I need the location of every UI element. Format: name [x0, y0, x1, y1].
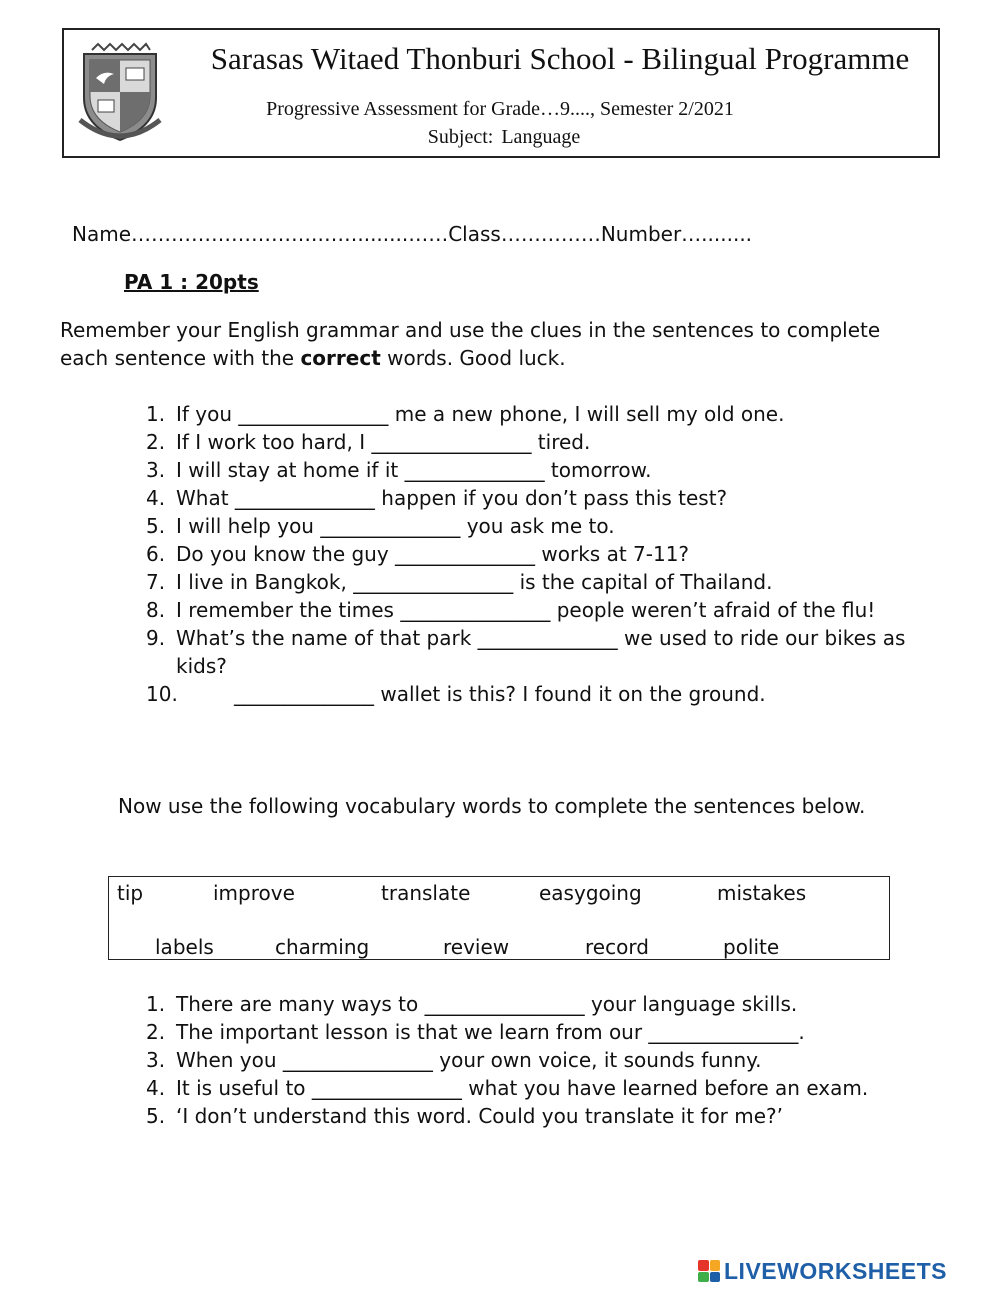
list-item — [146, 624, 926, 680]
list-item — [146, 990, 906, 1018]
vocab-instructions: Now use the following vocabulary words to complete the sentences below. — [118, 794, 866, 818]
item-number: 7. — [146, 570, 166, 594]
item-number: 2. — [146, 1020, 166, 1044]
list-item — [146, 540, 926, 568]
item-text: I remember the times _______________ people weren’t afraid of the flu! — [176, 598, 876, 622]
instructions — [60, 316, 920, 372]
item-number: 10. — [146, 682, 178, 706]
instructions-emphasis: correct — [300, 346, 381, 370]
item-text: What ______________ happen if you don’t pass this test? — [176, 486, 728, 510]
item-text: It is useful to _______________ what you have learned before an exam. — [176, 1076, 869, 1100]
school-crest-icon — [76, 40, 164, 144]
list-item — [146, 484, 926, 512]
list-item — [146, 428, 926, 456]
list-item — [146, 680, 926, 708]
list-item — [146, 512, 926, 540]
item-number: 5. — [146, 1104, 166, 1128]
word-bank-item: record — [585, 935, 649, 959]
list-item — [146, 568, 926, 596]
list-item — [146, 596, 926, 624]
word-bank-item: easygoing — [539, 881, 642, 905]
item-number: 3. — [146, 1048, 166, 1072]
item-number: 4. — [146, 1076, 166, 1100]
item-text: If you _______________ me a new phone, I will sell my old one. — [176, 402, 785, 426]
liveworksheets-logo[interactable] — [698, 1258, 947, 1284]
logo-text: LIVEWORKSHEETS — [724, 1257, 947, 1284]
item-text: ‘I don’t understand this word. Could you translate it for me?’ — [176, 1104, 784, 1128]
item-text: ______________ wallet is this? I found it on the ground. — [234, 682, 766, 706]
list-item — [146, 456, 926, 484]
word-bank-item: tip — [117, 881, 144, 905]
assessment-line: Progressive Assessment for Grade…9...., Semester 2/2021 — [266, 98, 734, 120]
item-text: The important lesson is that we learn from our _______________. — [176, 1020, 805, 1044]
item-number: 1. — [146, 402, 166, 426]
subject-value: Language — [501, 126, 581, 148]
word-bank-item: labels — [155, 935, 214, 959]
word-bank-item: improve — [213, 881, 295, 905]
item-number: 5. — [146, 514, 166, 538]
item-text: There are many ways to ________________ your language skills. — [176, 992, 798, 1016]
section-title: PA 1 : 20pts — [124, 270, 259, 294]
item-number: 2. — [146, 430, 166, 454]
item-text: I live in Bangkok, ________________ is the capital of Thailand. — [176, 570, 773, 594]
item-text: If I work too hard, I ________________ tired. — [176, 430, 591, 454]
logo-square-1 — [698, 1260, 709, 1271]
instructions-text: Remember your English grammar and use the clues in the sentences to complete each sentence with the — [60, 318, 881, 370]
item-number: 3. — [146, 458, 166, 482]
subject-label: Subject: — [427, 126, 494, 148]
list-item — [146, 1018, 906, 1046]
logo-square-4 — [710, 1272, 721, 1283]
instructions-text-end: words. Good luck. — [380, 346, 566, 370]
list-item — [146, 1102, 906, 1130]
item-number: 4. — [146, 486, 166, 510]
item-text: I will stay at home if it ______________ tomorrow. — [176, 458, 652, 482]
item-number: 9. — [146, 626, 166, 650]
item-text: Do you know the guy ______________ works at 7-11? — [176, 542, 690, 566]
logo-square-3 — [698, 1272, 709, 1283]
list-item — [146, 1074, 906, 1102]
item-number: 8. — [146, 598, 166, 622]
student-info-line: Name……………………….……........……Class……………Number…........ — [72, 222, 753, 246]
item-text: What’s the name of that park ______________ we used to ride our bikes as kids? — [176, 626, 906, 678]
word-bank-item: charming — [275, 935, 370, 959]
word-bank — [108, 876, 890, 960]
word-bank-item: polite — [723, 935, 780, 959]
word-bank-item: review — [443, 935, 510, 959]
list-item — [146, 1046, 906, 1074]
item-text: I will help you ______________ you ask me to. — [176, 514, 615, 538]
subject-line — [180, 124, 820, 150]
grammar-question-list — [146, 400, 926, 708]
vocab-question-list — [146, 990, 906, 1130]
word-bank-item: translate — [381, 881, 471, 905]
logo-square-2 — [710, 1260, 721, 1271]
item-number: 6. — [146, 542, 166, 566]
school-title: Sarasas Witaed Thonburi School - Bilingual Programme — [210, 41, 910, 76]
word-bank-item: mistakes — [717, 881, 807, 905]
item-number: 1. — [146, 992, 166, 1016]
logo-grid-icon — [698, 1260, 720, 1282]
item-text: When you _______________ your own voice, it sounds funny. — [176, 1048, 762, 1072]
header-box — [62, 28, 940, 158]
list-item — [146, 400, 926, 428]
